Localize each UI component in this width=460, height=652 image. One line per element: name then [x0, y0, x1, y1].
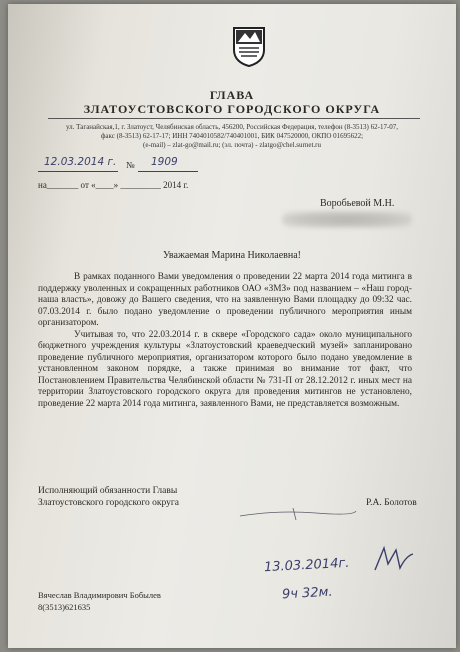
received-date: 13.03.2014г. — [263, 555, 350, 576]
letter-sheet — [8, 4, 456, 648]
header-title: ГЛАВА — [209, 88, 255, 102]
address-line: ул. Таганайская,1, г. Златоуст, Челябинская область, 456200, Российская Федерация, телефон (8-3513) 62-17-07, — [65, 123, 399, 131]
redacted-address — [282, 211, 412, 228]
received-time: 9ч 32м. — [281, 584, 333, 603]
greeting: Уважаемая Марина Николаевна! — [162, 250, 302, 261]
paragraph-2: Учитывая то, что 22.03.2014 г. в сквере «Городского сада» около муниципального бюджетного учреждения культуры «Златоустовский краеведческий музей» запланировано проведение публичного мероприятия, организатором которого было подано уведомление в установленном законом порядке, а также принимая во внимание тот факт, что Постановлением Правительства Челябинской области № 731-П от 28.12.2012 г. иных мест на территории Златоустовского городского округа для проведения митингов не установлено, проведение 22 марта 2014 года митинга, заявленного Вами, не представляется возможным. — [38, 329, 412, 409]
signatory-position: Исполняющий обязанности Главы — [38, 486, 178, 496]
coat-of-arms-icon — [230, 24, 268, 68]
address-line: факс (8-3513) 62-17-17; ИНН 7404010582/740401001, БИК 047520000, ОКПО 01695622; — [100, 132, 364, 140]
body-text — [38, 272, 412, 410]
handwritten-initials — [372, 544, 416, 574]
header-divider — [48, 118, 420, 119]
reg-number-label: № — [126, 160, 135, 170]
recipient-name: Воробьевой М.Н. — [320, 198, 395, 209]
reference-line: на_______ от «____» _________ 2014 г. — [38, 180, 189, 190]
signatory-name: Р.А. Болотов — [366, 498, 417, 508]
paragraph-1: В рамках поданного Вами уведомления о проведении 22 марта 2014 года митинга в поддержку уволенных и сокращенных работников ОАО «ЗМЗ» под названием – «Наш город-наша власть», довожу до Вашего сведения, что на заявленную Вами площадку до 09:32 час. 07.03.2014 г. было подано уведомление о проведении публичного мероприятия иным организатором. — [38, 272, 412, 328]
signatory-position: Златоустовского городского округа — [38, 498, 180, 508]
reg-number: 1909 — [151, 156, 178, 168]
executor-phone: 8(3513)621635 — [38, 602, 91, 612]
executor-name: Вячеслав Владимирович Бобылев — [38, 590, 161, 600]
reg-date: 12.03.2014 г. — [44, 156, 117, 168]
contacts-line: (e-mail) – zlat-go@mail.ru; (эл. почта) - zlatgo@chel.surnet.ru — [143, 141, 321, 149]
signature-stroke — [238, 504, 358, 522]
header-subtitle: ЗЛАТОУСТОВСКОГО ГОРОДСКОГО ОКРУГА — [83, 102, 381, 116]
